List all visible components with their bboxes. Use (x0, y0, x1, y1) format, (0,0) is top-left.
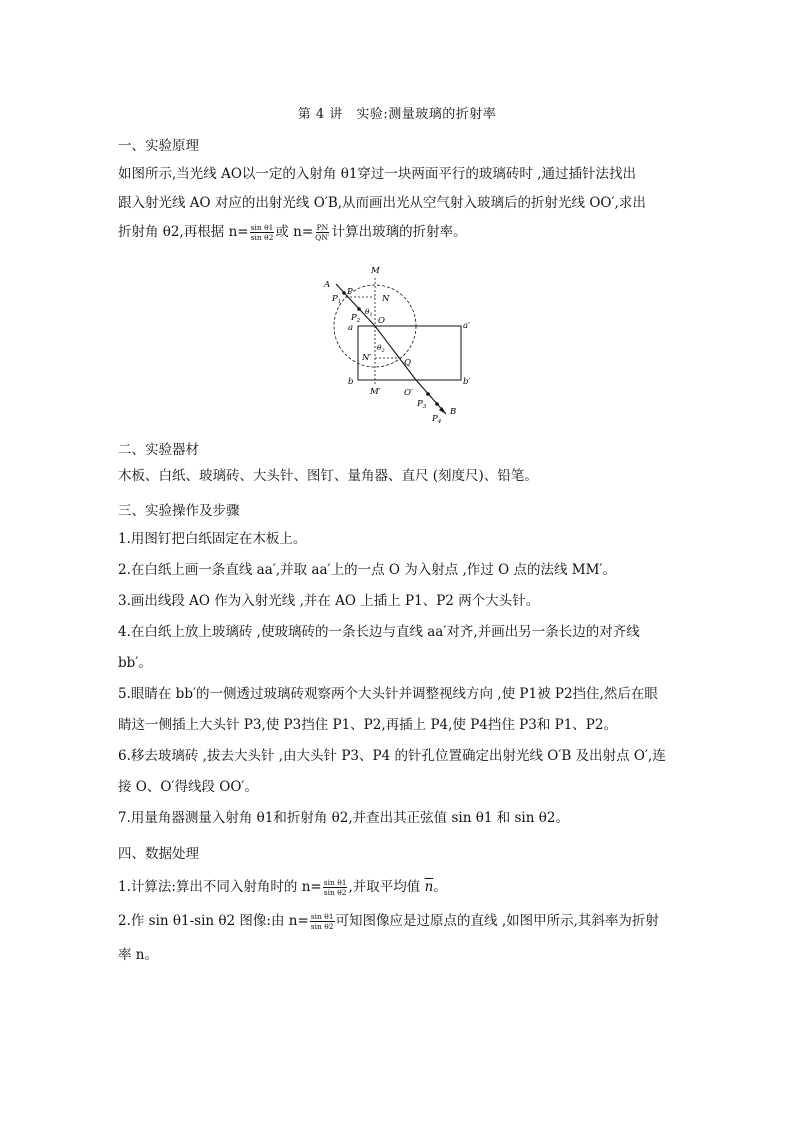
step-2: 2.在白纸上画一条直线 aa′,并取 aa′上的一点 O 为入射点 ,作过 O 点的法线 MM′。 (118, 562, 616, 578)
label-P3: $P_3$ (417, 399, 427, 410)
average-n-symbol: $\overline{n}$ (424, 879, 434, 895)
label-M: M (371, 266, 380, 276)
data-item-2-text: 2.作 sin θ1-sin θ2 图像:由 n= (118, 913, 309, 929)
step-3: 3.画出线段 AO 作为入射光线 ,并在 AO 上插上 P1、P2 两个大头针。 (118, 593, 540, 609)
pin-p4 (435, 402, 439, 406)
step-1: 1.用图钉把白纸固定在木板上。 (118, 531, 307, 547)
section-heading-data: 四、数据处理 (118, 846, 199, 862)
label-O-prime: O′ (404, 388, 413, 398)
fraction-numerator: PN (316, 223, 329, 232)
refraction-diagram (320, 264, 470, 428)
fraction-numerator: sin θ1 (310, 912, 334, 921)
label-O: O (378, 316, 385, 326)
formula-fraction-sin (310, 912, 335, 931)
section-heading-steps: 三、实验操作及步骤 (118, 503, 240, 519)
page-title: 第 4 讲 实验:测量玻璃的折射率 (297, 107, 497, 122)
section-heading-equipment: 二、实验器材 (118, 442, 199, 458)
label-theta2: $\theta_2$ (377, 343, 385, 354)
equipment-text: 木板、白纸、玻璃砖、大头针、图钉、量角器、直尺 (刻度尺)、铅笔。 (118, 468, 538, 484)
data-item-1-text: 1.计算法:算出不同入射角时的 n= (118, 879, 322, 895)
data-item-1 (118, 870, 678, 904)
fraction-numerator: sin θ1 (250, 223, 274, 232)
label-M-prime: M′ (370, 387, 381, 397)
formula-fraction-sin (250, 223, 275, 242)
principle-line-3-b: 或 n= (275, 224, 314, 240)
principle-line-3-a: 折射角 θ2,再根据 n= (118, 224, 249, 240)
data-processing-list (118, 870, 678, 972)
step-5-line-1: 5.眼睛在 bb′的一侧透过玻璃砖观察两个大头针并调整视线方向 ,使 P1被 P2挡住,然后在眼 (118, 686, 658, 702)
data-item-1-text-b: ,并取平均值 (348, 879, 425, 895)
fraction-denominator: sin θ2 (323, 888, 347, 897)
pin-p1 (342, 291, 346, 295)
label-a: a (348, 323, 354, 333)
label-b: b (348, 377, 354, 387)
step-6-line-1: 6.移去玻璃砖 ,拔去大头针 ,由大头针 P3、P4 的针孔位置确定出射光线 O′B 及出射点 O′,连 (118, 748, 666, 764)
principle-line-1: 如图所示,当光线 AO以一定的入射角 θ1穿过一块两面平行的玻璃砖时 ,通过插针法找出 (118, 166, 636, 182)
label-N-prime: N′ (362, 353, 372, 363)
label-Q: Q (404, 358, 411, 368)
label-N: N (382, 294, 390, 304)
step-6-line-2: 接 O、O′得线段 OO′。 (118, 779, 258, 795)
label-A: A (324, 280, 331, 290)
formula-fraction-length (314, 223, 330, 242)
principle-line-3 (118, 218, 678, 247)
data-item-1-end: 。 (433, 879, 447, 895)
step-4-line-2: bb′。 (118, 655, 152, 671)
fraction-numerator: sin θ1 (323, 878, 347, 887)
pin-p3 (426, 392, 430, 396)
formula-fraction-sin (323, 878, 348, 897)
pin-p2 (357, 307, 361, 311)
principle-line-2: 跟入射光线 AO 对应的出射光线 O′B,从而画出光从空气射入玻璃后的折射光线 OO′,求出 (118, 195, 646, 211)
section-heading-principle: 一、实验原理 (118, 138, 199, 154)
steps-list (118, 524, 678, 834)
step-4-line-1: 4.在白纸上放上玻璃砖 ,使玻璃砖的一条长边与直线 aa′对齐,并画出另一条长边的对齐线 (118, 624, 640, 640)
label-P1: $P_1$ (332, 294, 342, 305)
fraction-denominator: sin θ2 (310, 922, 334, 931)
label-theta1: $\theta_1$ (365, 307, 373, 318)
label-b-prime: b′ (463, 377, 470, 387)
data-item-2-line-2: 率 n。 (118, 947, 158, 963)
step-5-line-2: 睛这一侧插上大头针 P3,使 P3挡住 P1、P2,再插上 P4,使 P4挡住 P3和 P1、P2。 (118, 717, 617, 733)
data-item-2 (118, 904, 678, 938)
step-7: 7.用量角器测量入射角 θ1和折射角 θ2,并查出其正弦值 sin θ1 和 sin θ2。 (118, 810, 569, 826)
principle-paragraph (118, 160, 678, 247)
principle-line-3-c: 计算出玻璃的折射率。 (331, 224, 467, 240)
label-P2: $P_2$ (351, 313, 361, 324)
fraction-denominator: QN′ (315, 233, 330, 242)
label-P4: $P_4$ (432, 414, 442, 425)
label-P: P (347, 287, 353, 297)
label-B: B (450, 407, 457, 417)
fraction-denominator: sin θ2 (250, 233, 274, 242)
data-item-2-text-b: 可知图像应是过原点的直线 ,如图甲所示,其斜率为折射 (335, 913, 659, 929)
label-a-prime: a′ (463, 321, 470, 331)
